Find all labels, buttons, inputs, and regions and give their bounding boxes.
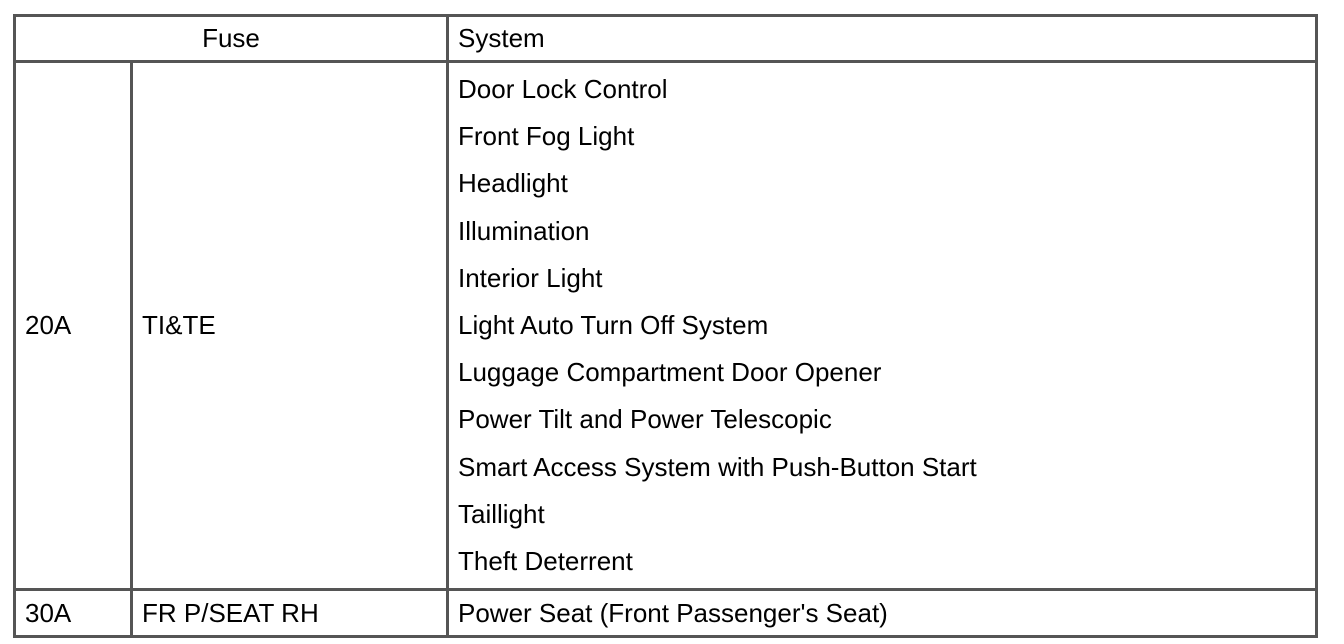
system-item: Illumination bbox=[458, 215, 590, 246]
system-item: Light Auto Turn Off System bbox=[458, 309, 769, 340]
system-item: Power Seat (Front Passenger's Seat) bbox=[448, 590, 1317, 637]
fuse-table bbox=[13, 14, 1318, 638]
table-row bbox=[15, 590, 1317, 637]
system-item: Theft Deterrent bbox=[458, 545, 633, 576]
system-item: Taillight bbox=[458, 498, 545, 529]
system-item: Front Fog Light bbox=[458, 121, 635, 152]
fuse-name: TI&TE bbox=[132, 62, 448, 590]
fuse-amperage: 20A bbox=[15, 62, 132, 590]
header-system: System bbox=[448, 16, 1317, 62]
table-row bbox=[15, 62, 1317, 590]
system-item: Power Tilt and Power Telescopic bbox=[458, 404, 832, 435]
fuse-amperage: 30A bbox=[15, 590, 132, 637]
table-header-row bbox=[15, 16, 1317, 62]
system-item: Interior Light bbox=[458, 262, 603, 293]
system-item: Luggage Compartment Door Opener bbox=[458, 357, 882, 388]
system-item: Headlight bbox=[458, 168, 568, 199]
system-item: Door Lock Control bbox=[458, 74, 668, 104]
system-list bbox=[448, 62, 1317, 590]
header-fuse: Fuse bbox=[15, 16, 448, 62]
system-item: Smart Access System with Push-Button Start bbox=[458, 451, 977, 482]
fuse-name: FR P/SEAT RH bbox=[132, 590, 448, 637]
